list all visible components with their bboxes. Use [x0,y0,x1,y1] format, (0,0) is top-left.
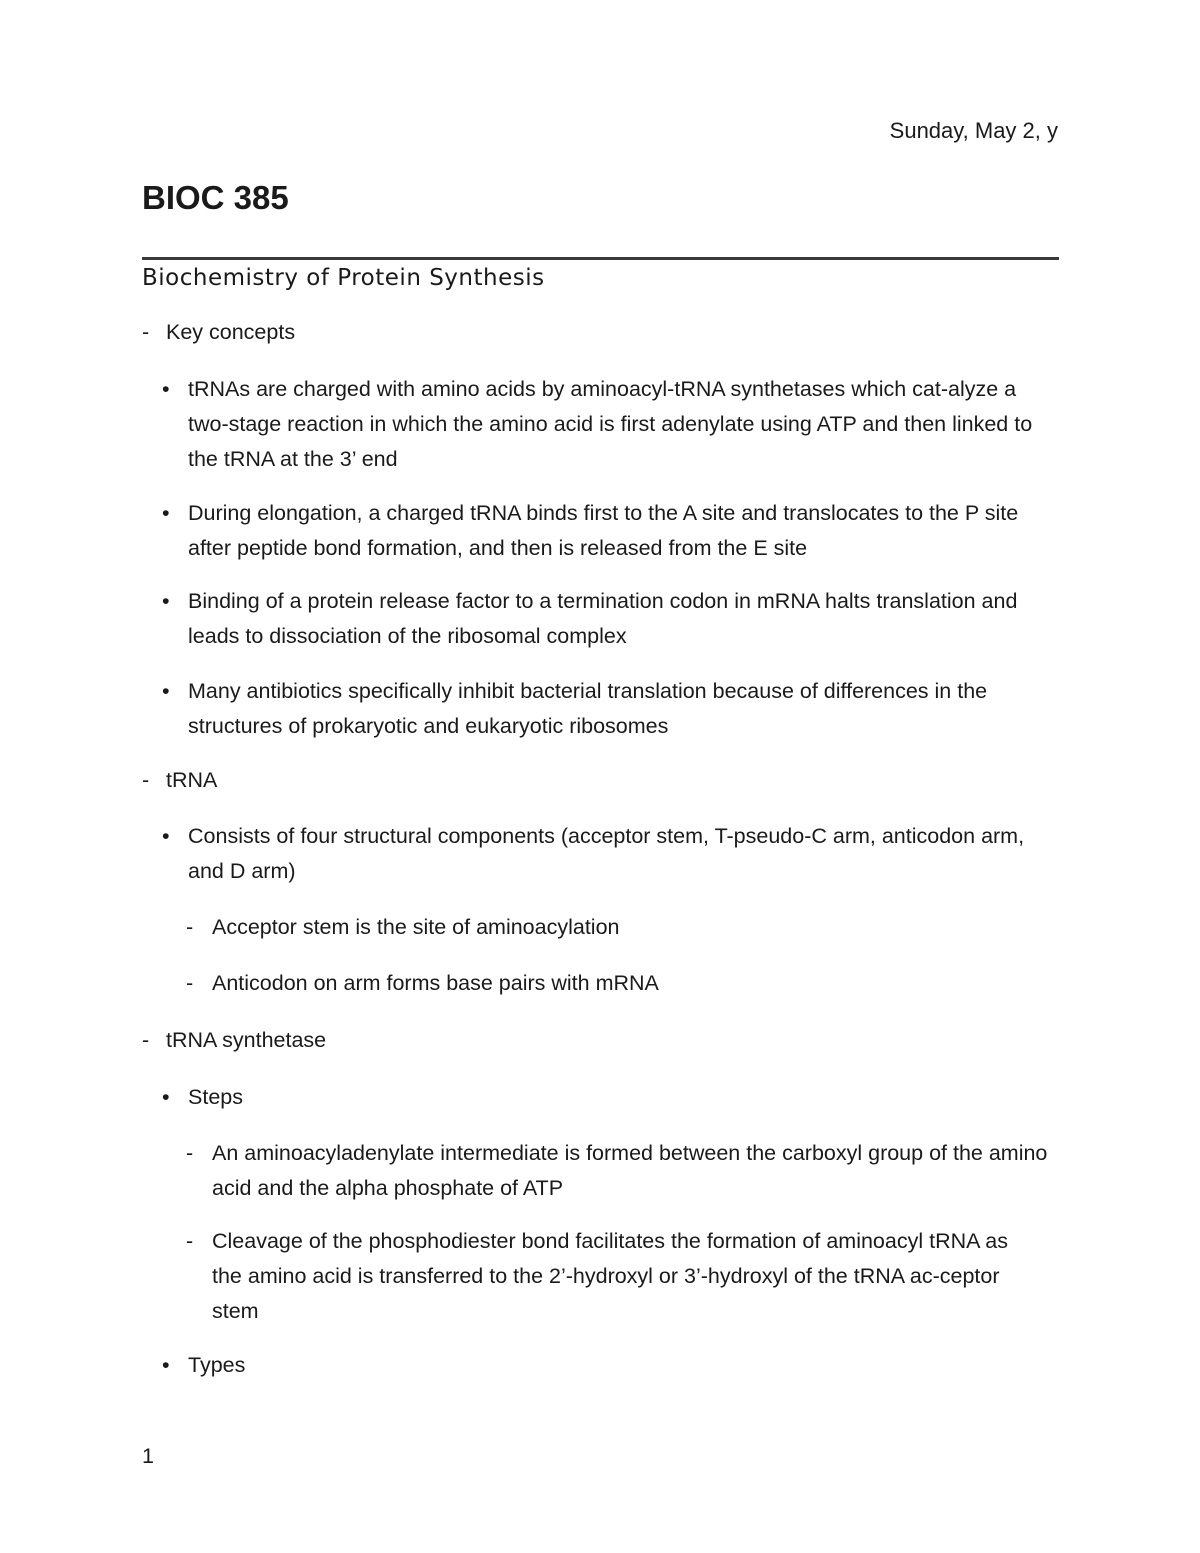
bullet-item-text: Binding of a protein release factor to a termination codon in mRNA halts translation and leads to dissociation of the ribosomal complex [188,589,1018,648]
bullet-item [162,819,1059,889]
bullet-item [162,584,1059,654]
bullet-item-text: Many antibiotics specifically inhibit bacterial translation because of differences in the structures of prokaryotic and eukaryotic ribosomes [188,679,988,738]
outline-item-trna [142,763,1059,798]
bullet-item-text: Types [188,1353,246,1377]
dash-marker: - [186,915,194,939]
dash-marker: - [186,1141,194,1165]
page-number: 1 [142,1444,154,1468]
bullet-marker: • [162,1353,170,1377]
page-subtitle: Biochemistry of Protein Synthesis [142,265,545,291]
bullet-item-text: During elongation, a charged tRNA binds first to the A site and translocates to the P site after peptide bond formation, and then is released from the E site [188,501,1019,560]
dash-marker: - [142,768,150,792]
sub-item-text: Anticodon on arm forms base pairs with mRNA [212,971,659,995]
sub-item-text: An aminoacyladenylate intermediate is formed between the carboxyl group of the amino acid and the alpha phosphate of ATP [212,1141,1048,1200]
sub-item-text: Acceptor stem is the site of aminoacylation [212,915,620,939]
bullet-item [162,1080,1059,1115]
dash-marker: - [186,971,194,995]
bullet-item-text: tRNAs are charged with amino acids by aminoacyl-tRNA synthetases which cat-alyze a two-stage reaction in which the amino acid is first adenylate using ATP and then linked to the tRNA at the 3’ end [188,377,1033,471]
title-divider [142,257,1059,260]
sub-item [186,910,1059,945]
bullet-item [162,496,1059,566]
course-title: BIOC 385 [142,179,289,216]
page-date: Sunday, May 2, y [889,118,1058,143]
bullet-marker: • [162,679,170,703]
bullet-item [162,372,1059,477]
dash-marker: - [142,320,150,344]
outline-item-key-concepts [142,315,1059,350]
bullet-marker: • [162,589,170,613]
sub-item [186,1224,1059,1329]
bullet-item [162,1348,1059,1383]
outline-item-text: tRNA [166,768,218,792]
outline-item-trna-synthetase [142,1023,1059,1058]
bullet-item-text: Steps [188,1085,243,1109]
bullet-marker: • [162,1085,170,1109]
bullet-marker: • [162,824,170,848]
dash-marker: - [142,1028,150,1052]
sub-item [186,966,1059,1001]
outline-item-text: Key concepts [166,320,296,344]
bullet-marker: • [162,377,170,401]
sub-item-text: Cleavage of the phosphodiester bond facilitates the formation of aminoacyl tRNA as the amino acid is transferred to the 2’-hydroxyl or 3’-hydroxyl of the tRNA ac-ceptor stem [212,1229,1008,1323]
bullet-item [162,674,1059,744]
dash-marker: - [186,1229,194,1253]
bullet-marker: • [162,501,170,525]
outline-item-text: tRNA synthetase [166,1028,327,1052]
bullet-item-text: Consists of four structural components (acceptor stem, T-pseudo-C arm, anticodon arm, and D arm) [188,824,1025,883]
sub-item [186,1136,1059,1206]
